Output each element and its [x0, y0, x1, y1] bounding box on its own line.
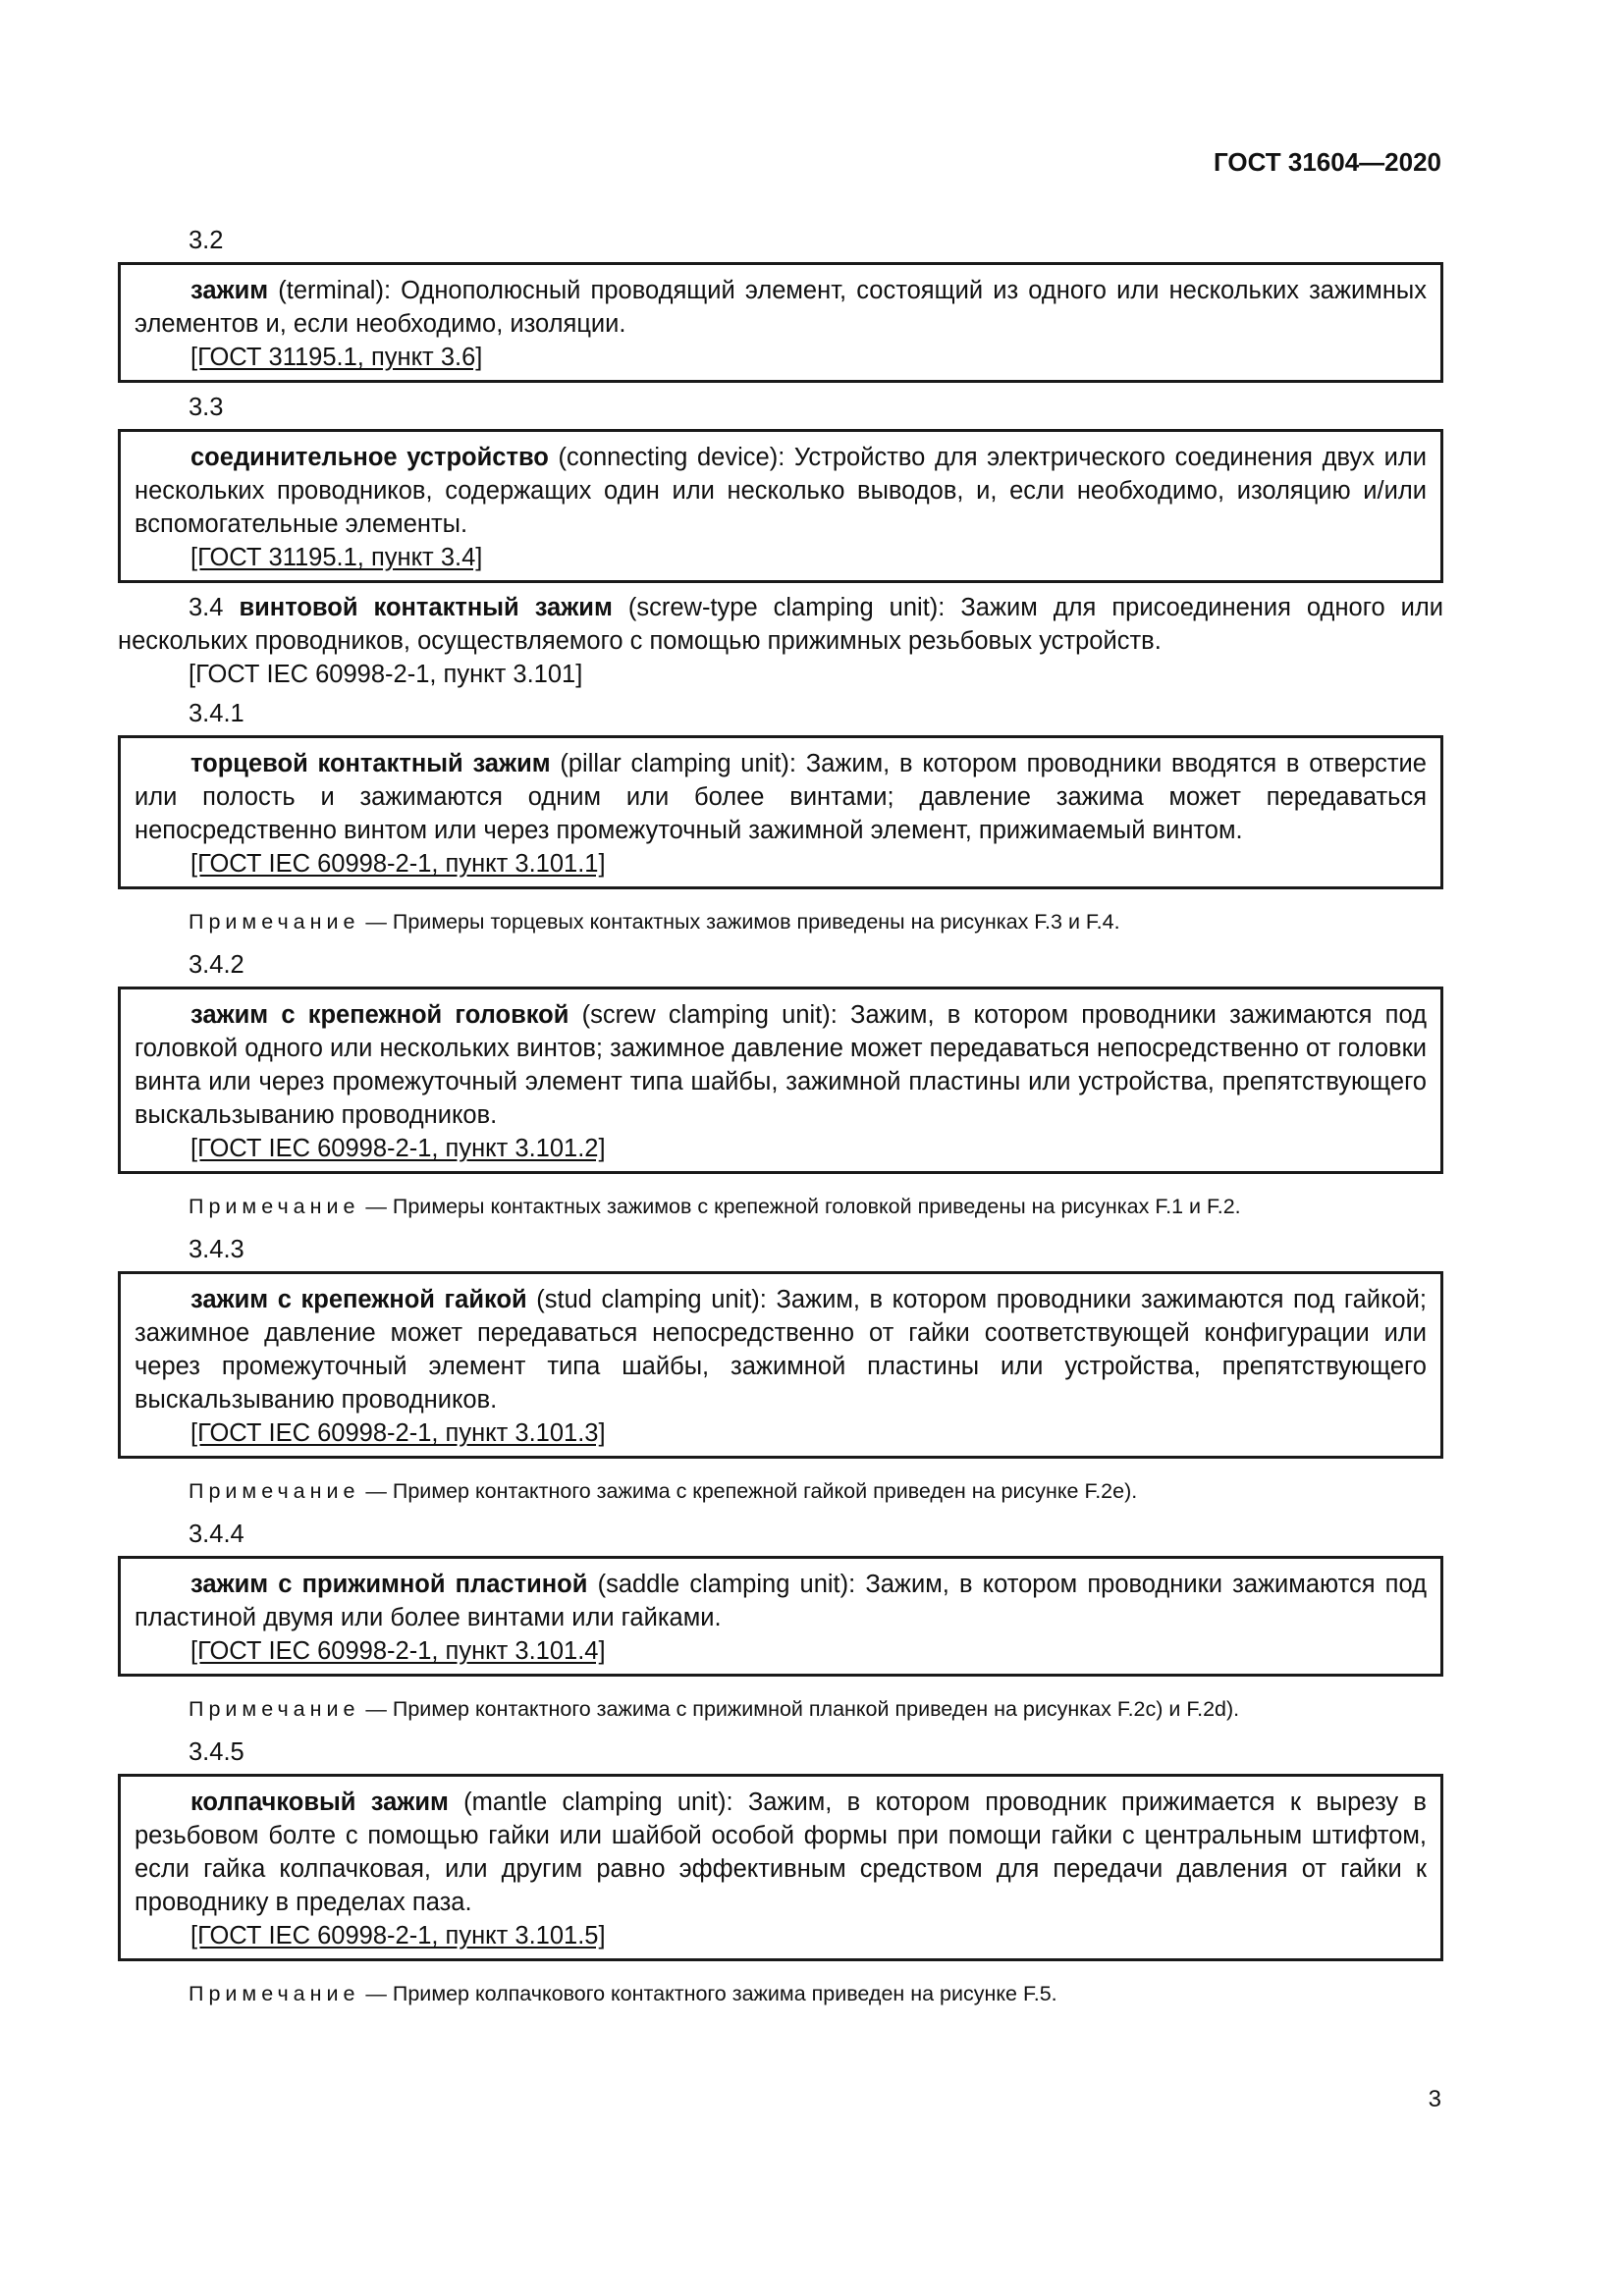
page-number: 3	[1428, 2086, 1441, 2112]
note	[118, 1476, 1443, 1506]
source-reference: [ГОСТ IEC 60998-2-1, пункт 3.101.5]	[190, 1922, 606, 1949]
entry-number: 3.4.2	[189, 951, 244, 979]
note-label: Примечание	[189, 1982, 360, 2005]
entry-number: 3.4.5	[189, 1738, 244, 1766]
definition-text	[135, 998, 1427, 1132]
entry-number: 3.4	[189, 594, 224, 621]
note-text: — Примеры торцевых контактных зажимов приведены на рисунках F.3 и F.4.	[359, 910, 1120, 934]
definition-text	[118, 591, 1443, 658]
entry-number: 3.2	[189, 227, 224, 254]
note-label: Примечание	[189, 1697, 360, 1721]
definition-text	[135, 1786, 1427, 1919]
term: соединительное устройство	[190, 444, 549, 471]
definition-box	[118, 262, 1443, 383]
term: торцевой контактный зажим	[190, 750, 551, 777]
document-code: ГОСТ 31604—2020	[1214, 147, 1441, 177]
definition-body: (connecting device): Устройство для электрического соединения двух или нескольких проводников, содержащих один или несколько выводов, и, если необходимо, изоляцию и/или вспомогательные элементы.	[135, 444, 1428, 538]
note-text: — Пример контактного зажима с крепежной гайкой приведен на рисунке F.2e).	[359, 1479, 1138, 1503]
note	[118, 1192, 1443, 1221]
entry-number: 3.4.3	[189, 1236, 244, 1263]
source-reference: [ГОСТ 31195.1, пункт 3.4]	[190, 544, 483, 571]
source-reference: [ГОСТ 31195.1, пункт 3.6]	[190, 344, 483, 371]
definition-box	[118, 429, 1443, 583]
note	[118, 907, 1443, 936]
term: зажим с прижимной пластиной	[190, 1571, 588, 1598]
source-reference: [ГОСТ IEC 60998-2-1, пункт 3.101]	[189, 661, 583, 688]
definition-text	[135, 441, 1427, 541]
term: зажим с крепежной гайкой	[190, 1286, 527, 1313]
source-reference: [ГОСТ IEC 60998-2-1, пункт 3.101.2]	[190, 1135, 606, 1162]
definition-box	[118, 735, 1443, 889]
note-text: — Пример колпачкового контактного зажима приведен на рисунке F.5.	[359, 1982, 1057, 2005]
definition-box	[118, 987, 1443, 1174]
note-label: Примечание	[189, 1195, 360, 1218]
note-label: Примечание	[189, 910, 360, 934]
note-text: — Пример контактного зажима с прижимной планкой приведен на рисунках F.2c) и F.2d).	[359, 1697, 1240, 1721]
term: колпачковый зажим	[190, 1789, 449, 1816]
definition-text	[135, 747, 1427, 847]
source-reference: [ГОСТ IEC 60998-2-1, пункт 3.101.3]	[190, 1419, 606, 1447]
definition-plain	[118, 591, 1443, 691]
definition-body: (mantle clamping unit): Зажим, в котором проводник прижимается к вырезу в резьбовом болте с помощью гайки или шайбой особой формы при помощи гайки с центральным штифтом, если гайка колпачковая, или другим равно эффективным средством для передачи давления от гайки к проводнику в пределах паза.	[135, 1789, 1427, 1916]
entry-number: 3.4.1	[189, 700, 244, 727]
definition-body: (screw-type clamping unit): Зажим для присоединения одного или нескольких проводников, осуществляемого с помощью прижимных резьбовых устройств.	[118, 594, 1443, 655]
definition-box	[118, 1774, 1443, 1961]
source-reference: [ГОСТ IEC 60998-2-1, пункт 3.101.1]	[190, 850, 606, 878]
note-text: — Примеры контактных зажимов с крепежной головкой приведены на рисунках F.1 и F.2.	[359, 1195, 1241, 1218]
definition-text	[135, 1568, 1427, 1634]
terms-section	[118, 224, 1443, 2020]
definition-body: (stud clamping unit): Зажим, в котором проводники зажимаются под гайкой; зажимное давление может передаваться непосредственно от гайки соответствующей конфигурации или через промежуточный элемент типа шайбы, зажимной пластины или устройства, препятствующего выскальзыванию проводников.	[135, 1286, 1427, 1414]
definition-body: (saddle clamping unit): Зажим, в котором проводники зажимаются под пластиной двумя или более винтами или гайками.	[135, 1571, 1427, 1631]
note	[118, 1979, 1443, 2008]
entry-number: 3.4.4	[189, 1521, 244, 1548]
note-label: Примечание	[189, 1479, 360, 1503]
definition-text	[135, 274, 1427, 341]
definition-box	[118, 1556, 1443, 1677]
entry-number: 3.3	[189, 394, 224, 421]
term: зажим с крепежной головкой	[190, 1001, 569, 1029]
definition-box	[118, 1271, 1443, 1459]
source-reference: [ГОСТ IEC 60998-2-1, пункт 3.101.4]	[190, 1637, 606, 1665]
definition-body: (pillar clamping unit): Зажим, в котором проводники вводятся в отверстие или полость и зажимаются одним или более винтами; давление зажима может передаваться непосредственно винтом или через промежуточный зажимной элемент, прижимаемый винтом.	[135, 750, 1427, 844]
term: винтовой контактный зажим	[239, 594, 613, 621]
definition-body: (terminal): Однополюсный проводящий элемент, состоящий из одного или нескольких зажимных элементов и, если необходимо, изоляции.	[135, 277, 1427, 338]
definition-text	[135, 1283, 1427, 1416]
term: зажим	[190, 277, 269, 304]
definition-body: (screw clamping unit): Зажим, в котором проводники зажимаются под головкой одного или нескольких винтов; зажимное давление может передаваться непосредственно от головки винта или через промежуточный элемент типа шайбы, зажимной пластины или устройства, препятствующего выскальзыванию проводников.	[135, 1001, 1427, 1129]
note	[118, 1694, 1443, 1724]
